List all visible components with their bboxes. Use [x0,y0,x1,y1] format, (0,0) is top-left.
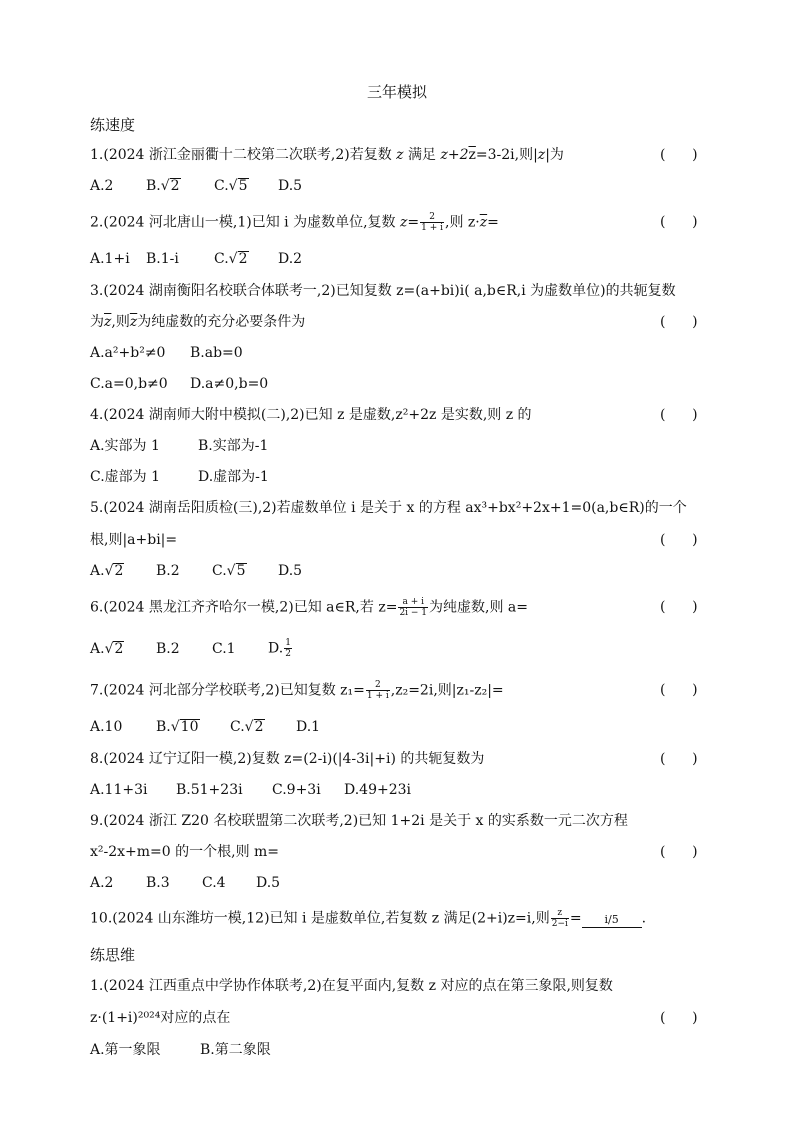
options-q4-row2 [90,467,269,487]
section-heading-thinking: 练思维 [90,946,136,964]
numerator: z [551,908,569,919]
sqrt-icon: √2 [228,251,248,267]
numerator: a + i [398,597,428,608]
option-label: C. [212,563,227,579]
option-label: B. [146,178,161,194]
denominator: 1 + i [366,691,389,701]
option-a[interactable] [90,639,156,659]
radicand: 2 [114,563,124,579]
question-text: ,则 z· [445,214,480,231]
options-q7 [90,717,320,737]
option-b[interactable]: B.3 [146,875,170,891]
radicand: 2 [170,178,180,194]
answer-blank[interactable]: i/5 [582,913,642,928]
option-label: D. [268,640,284,657]
radicand: 2 [114,640,124,657]
question-text: 为纯虚数的充分必要条件为 [137,314,306,330]
question-8: 8.(2024 辽宁辽阳一模,2)复数 z=(2-i)(|4-3i|+i) 的共轭复数为 [90,751,485,767]
question-text: 7.(2024 河北部分学校联考,2)已知复数 z₁= [90,682,365,699]
option-b[interactable]: B.实部为-1 [198,438,269,454]
question-2 [90,212,702,233]
option-b[interactable]: B.1-i [146,251,179,267]
option-b[interactable]: B.2 [156,563,180,579]
thinking-question-1-line1: 1.(2024 江西重点中学协作体联考,2)在复平面内,复数 z 对应的点在第三象限,则复数 [90,978,613,994]
option-b[interactable]: B.ab=0 [190,345,243,361]
fraction [398,597,428,618]
denominator: 1 + i [421,223,443,233]
option-c[interactable]: C.4 [202,875,226,891]
option-a[interactable]: A.2 [90,875,114,891]
question-9-line2: x²-2x+m=0 的一个根,则 m= [90,844,280,860]
option-b[interactable] [156,717,230,737]
sqrt-icon: √5 [226,563,246,579]
option-d[interactable]: D.5 [278,563,303,579]
question-text: 6.(2024 黑龙江齐齐哈尔一模,2)已知 a∈R,若 z= [90,599,398,616]
question-6 [90,597,702,618]
question-text: 为纯虚数,则 a= [429,599,529,616]
option-a[interactable]: A.10 [90,719,123,735]
option-c[interactable]: C.虚部为 1 [90,469,161,485]
question-text: 2.(2024 河北唐山一模,1)已知 i 为虚数单位,复数 [90,214,400,231]
option-c[interactable] [230,717,296,737]
equation-part: z+2 [440,147,469,163]
question-text: ,则 [111,314,130,330]
options-q6 [90,638,293,659]
question-text: 为 [90,314,104,330]
options-q1 [90,176,302,196]
options-t1 [90,1040,271,1060]
answer-bracket: ( ) [660,407,698,423]
numerator: 1 [285,638,291,648]
equals: = [407,214,420,231]
option-label: A. [90,563,105,579]
answer-bracket: ( ) [660,682,698,698]
var-z: z [400,214,408,231]
question-text: 满足 [403,147,441,163]
option-d[interactable]: D.1 [296,719,321,735]
equation-part: =3-2i,则| [475,147,538,163]
option-c[interactable] [214,249,278,269]
var-z: z [537,147,546,163]
question-text: 1.(2024 浙江金丽衢十二校第二次联考,2)若复数 [90,147,397,163]
option-d[interactable]: D.5 [256,875,281,891]
answer-bracket: ( ) [660,532,698,548]
option-a[interactable]: A.第一象限 [90,1042,161,1058]
options-q3-row2 [90,374,268,394]
answer-bracket: ( ) [660,147,698,163]
fraction [551,908,569,929]
denominator: 2 [285,649,291,659]
option-label: B. [156,719,171,735]
option-a[interactable] [90,561,156,581]
page-title: 三年模拟 [366,83,427,101]
radicand: 2 [238,251,248,267]
option-a[interactable]: A.实部为 1 [90,438,160,454]
option-d[interactable]: D.5 [278,178,303,194]
question-3-line1: 3.(2024 湖南衡阳名校联合体联考一,2)已知复数 z=(a+bi)i( a,b∈R,i 为虚数单位)的共轭复数 [90,283,676,299]
question-text: ,z₂=2i,则|z₁-z₂|= [390,682,504,699]
option-label: C. [230,719,245,735]
option-a[interactable]: A.2 [90,178,114,194]
question-5-line1: 5.(2024 湖南岳阳质检(三),2)若虚数单位 i 是关于 x 的方程 ax³+bx²+2x+1=0(a,b∈R)的一个 [90,500,687,516]
numerator: 2 [366,680,390,691]
option-c[interactable]: C.a=0,b≠0 [90,376,168,392]
option-a[interactable]: A.a²+b²≠0 [90,345,166,361]
option-b[interactable] [146,176,214,196]
option-c[interactable] [212,561,278,581]
option-label: A. [90,640,105,657]
question-text: 10.(2024 山东潍坊一模,12)已知 i 是虚数单位,若复数 z 满足(2+i)z=i,则 [90,910,550,927]
option-c[interactable] [214,176,278,196]
radicand: 5 [238,178,248,194]
answer-bracket: ( ) [660,844,698,860]
sqrt-icon: √2 [160,178,180,194]
option-d[interactable]: D.2 [278,251,303,267]
fraction [420,212,444,233]
radicand: 10 [180,719,199,735]
options-q9 [90,873,280,893]
option-a[interactable]: A.11+3i [90,782,148,798]
option-d[interactable]: D.49+23i [344,782,412,798]
sqrt-icon: √2 [104,563,124,579]
option-c[interactable]: C.1 [212,640,236,657]
options-q8 [90,780,411,800]
question-7 [90,680,702,701]
option-b[interactable]: B.51+23i [176,782,243,798]
option-d[interactable]: D.a≠0,b=0 [190,376,269,392]
radicand: 2 [254,719,264,735]
option-b[interactable]: B.第二象限 [200,1042,271,1058]
options-q2 [90,249,302,269]
options-q5 [90,561,302,581]
equals: = [487,214,499,231]
option-label: C. [214,178,229,194]
fraction [366,680,390,701]
sqrt-icon: √10 [170,719,199,735]
option-label: C. [214,251,229,267]
answer-bracket: ( ) [660,314,698,330]
question-1 [90,145,702,165]
answer-bracket: ( ) [660,214,698,230]
option-b[interactable]: B.2 [156,640,180,657]
option-c[interactable]: C.9+3i [272,782,321,798]
option-d[interactable]: D.虚部为-1 [198,469,269,485]
question-5-line2: 根,则|a+bi|= [90,532,178,548]
sqrt-icon: √2 [104,640,124,657]
var-z-conjugate: $\overline{z}$ [468,147,476,163]
question-9-line1: 9.(2024 浙江 Z20 名校联盟第二次联考,2)已知 1+2i 是关于 x 的实系数一元二次方程 [90,813,628,829]
thinking-question-1-line2: z·(1+i)²⁰²⁴对应的点在 [90,1010,231,1026]
question-10 [90,908,702,929]
var-z: z [396,147,404,163]
denominator: 2i − 1 [399,608,428,618]
options-q4-row1 [90,436,268,456]
var-z-conjugate: $\overline{z}$ [104,314,112,330]
sqrt-icon: √2 [244,719,264,735]
answer-bracket: ( ) [660,751,698,767]
sqrt-icon: √5 [228,178,248,194]
section-heading-speed: 练速度 [90,116,136,134]
fraction [284,638,292,659]
var-z-conjugate: $\overline{z}$ [479,214,488,231]
period: . [641,910,647,927]
question-text: |为 [545,147,564,163]
question-3-line2 [90,312,702,332]
question-4: 4.(2024 湖南师大附中模拟(二),2)已知 z 是虚数,z²+2z 是实数,则 z 的 [90,407,532,423]
answer-bracket: ( ) [660,599,698,615]
denominator: 2−i [551,919,568,929]
var-z-conjugate: $\overline{z}$ [129,314,138,330]
options-q3-row1 [90,343,243,363]
equals: = [569,910,582,927]
option-a[interactable]: A.1+i [90,251,130,267]
radicand: 5 [236,563,246,579]
answer-bracket: ( ) [660,1010,698,1026]
numerator: 2 [420,212,444,223]
option-d[interactable] [268,638,293,659]
